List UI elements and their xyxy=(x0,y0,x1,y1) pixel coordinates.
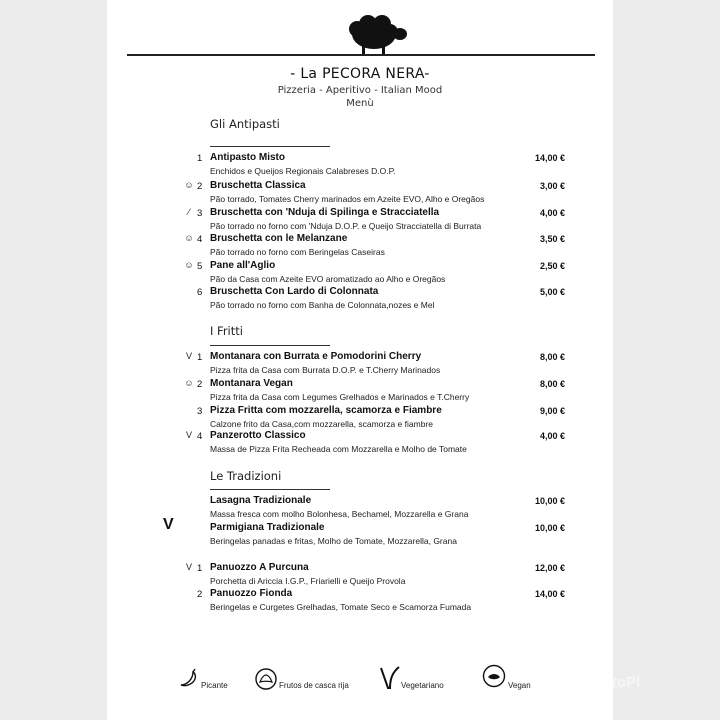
item-number: 5 xyxy=(197,261,203,272)
section-title: Gli Antipasti xyxy=(210,117,280,131)
section-rule xyxy=(210,345,330,346)
item-price: 8,00 € xyxy=(539,352,565,362)
item-name: Montanara Vegan xyxy=(210,378,293,389)
item-name: Bruschetta Con Lardo di Colonnata xyxy=(210,286,379,297)
vegan-icon xyxy=(482,664,506,688)
item-price: 14,00 € xyxy=(534,153,565,163)
watermark: toPl xyxy=(612,674,641,691)
item-price: 14,00 € xyxy=(534,589,565,599)
item-name: Lasagna Tradizionale xyxy=(210,495,312,506)
vegetarian-large-icon: V xyxy=(163,516,174,533)
spicy-marker-icon: ⁄ xyxy=(188,207,190,217)
item-description: Pão torrado no forno com 'Nduja D.O.P. e Queijo Stracciatella di Burrata xyxy=(210,221,482,231)
item-price: 3,00 € xyxy=(539,181,565,191)
item-name: Pizza Fritta com mozzarella, scamorza e Fiambre xyxy=(210,405,442,416)
item-price: 12,00 € xyxy=(534,563,565,573)
item-description: Beringelas e Curgetes Grelhadas, Tomate Seco e Scamorza Fumada xyxy=(210,602,472,612)
item-description: Beringelas panadas e fritas, Molho de Tomate, Mozzarella, Grana xyxy=(210,536,457,546)
item-number: 1 xyxy=(197,153,203,164)
restaurant-name: - La PECORA NERA- xyxy=(290,66,430,82)
vegetarian-marker-icon: V xyxy=(185,430,192,440)
vegan-marker-icon: ☺ xyxy=(184,378,194,388)
chili-icon xyxy=(177,667,199,689)
item-description: Massa de Pizza Frita Recheada com Mozzarella e Molho de Tomate xyxy=(210,444,467,454)
item-number: 3 xyxy=(197,406,203,417)
item-name: Panzerotto Classico xyxy=(210,430,306,441)
section-title: I Fritti xyxy=(210,324,243,338)
legend-label-vegetarian: Vegetariano xyxy=(401,681,444,690)
item-description: Pão da Casa com Azeite EVO aromatizado ao Alho e Oregãos xyxy=(210,274,446,284)
item-description: Pão torrado no forno com Beringelas Caseiras xyxy=(210,247,385,257)
item-name: Parmigiana Tradizionale xyxy=(210,522,325,533)
item-name: Pane all'Aglio xyxy=(210,260,276,271)
section-rule xyxy=(210,489,330,490)
item-number: 3 xyxy=(197,208,203,219)
item-price: 8,00 € xyxy=(539,379,565,389)
vegan-marker-icon: ☺ xyxy=(184,180,194,190)
vegetarian-marker-icon: V xyxy=(185,351,192,361)
item-price: 10,00 € xyxy=(534,523,565,533)
item-name: Bruschetta con le Melanzane xyxy=(210,233,348,244)
item-price: 4,00 € xyxy=(539,431,565,441)
item-number: 1 xyxy=(197,352,203,363)
item-price: 3,50 € xyxy=(539,234,565,244)
legend-label-nuts: Frutos de casca rija xyxy=(279,681,349,690)
item-number: 4 xyxy=(197,234,203,245)
item-price: 9,00 € xyxy=(539,406,565,416)
header-rule xyxy=(127,54,595,56)
vegan-marker-icon: ☺ xyxy=(184,233,194,243)
item-name: Antipasto Misto xyxy=(210,152,285,163)
restaurant-subtitle: Pizzeria - Aperitivo - Italian Mood xyxy=(277,85,443,96)
item-number: 2 xyxy=(197,181,203,192)
item-number: 2 xyxy=(197,589,203,600)
black-sheep-logo xyxy=(340,12,410,56)
item-number: 2 xyxy=(197,379,203,390)
item-description: Massa fresca com molho Bolonhesa, Bechamel, Mozzarella e Grana xyxy=(210,509,469,519)
vegan-marker-icon: ☺ xyxy=(184,260,194,270)
item-name: Bruschetta Classica xyxy=(210,180,306,191)
menu-label: Menù xyxy=(346,98,374,109)
item-description: Pizza frita da Casa com Burrata D.O.P. e T.Cherry Marinados xyxy=(210,365,441,375)
item-description: Pizza frita da Casa com Legumes Grelhados e Marinados e T.Cherry xyxy=(210,392,470,402)
item-price: 2,50 € xyxy=(539,261,565,271)
leaf-icon xyxy=(379,664,401,690)
legend-label-vegan: Vegan xyxy=(508,681,531,690)
vegetarian-marker-icon: V xyxy=(185,562,192,572)
item-description: Pão torrado no forno com Banha de Colonnata,nozes e Mel xyxy=(210,300,435,310)
item-description: Enchidos e Queijos Regionais Calabreses D.O.P. xyxy=(210,166,396,176)
item-name: Montanara con Burrata e Pomodorini Cherry xyxy=(210,351,422,362)
item-name: Panuozzo Fionda xyxy=(210,588,293,599)
item-price: 4,00 € xyxy=(539,208,565,218)
item-number: 4 xyxy=(197,431,203,442)
item-name: Panuozzo A Purcuna xyxy=(210,562,309,573)
section-rule xyxy=(210,146,330,147)
item-number: 1 xyxy=(197,563,203,574)
item-description: Porchetta di Ariccia I.G.P., Friarielli e Queijo Provola xyxy=(210,576,406,586)
nuts-icon xyxy=(254,667,278,691)
item-description: Calzone frito da Casa,com mozzarella, scamorza e fiambre xyxy=(210,419,433,429)
legend-label-spicy: Picante xyxy=(201,681,228,690)
item-price: 10,00 € xyxy=(534,496,565,506)
item-description: Pão torrado, Tomates Cherry marinados em Azeite EVO, Alho e Oregãos xyxy=(210,194,485,204)
item-number: 6 xyxy=(197,287,203,298)
item-name: Bruschetta con 'Nduja di Spilinga e Stracciatella xyxy=(210,207,440,218)
section-title: Le Tradizioni xyxy=(210,469,282,483)
item-price: 5,00 € xyxy=(539,287,565,297)
